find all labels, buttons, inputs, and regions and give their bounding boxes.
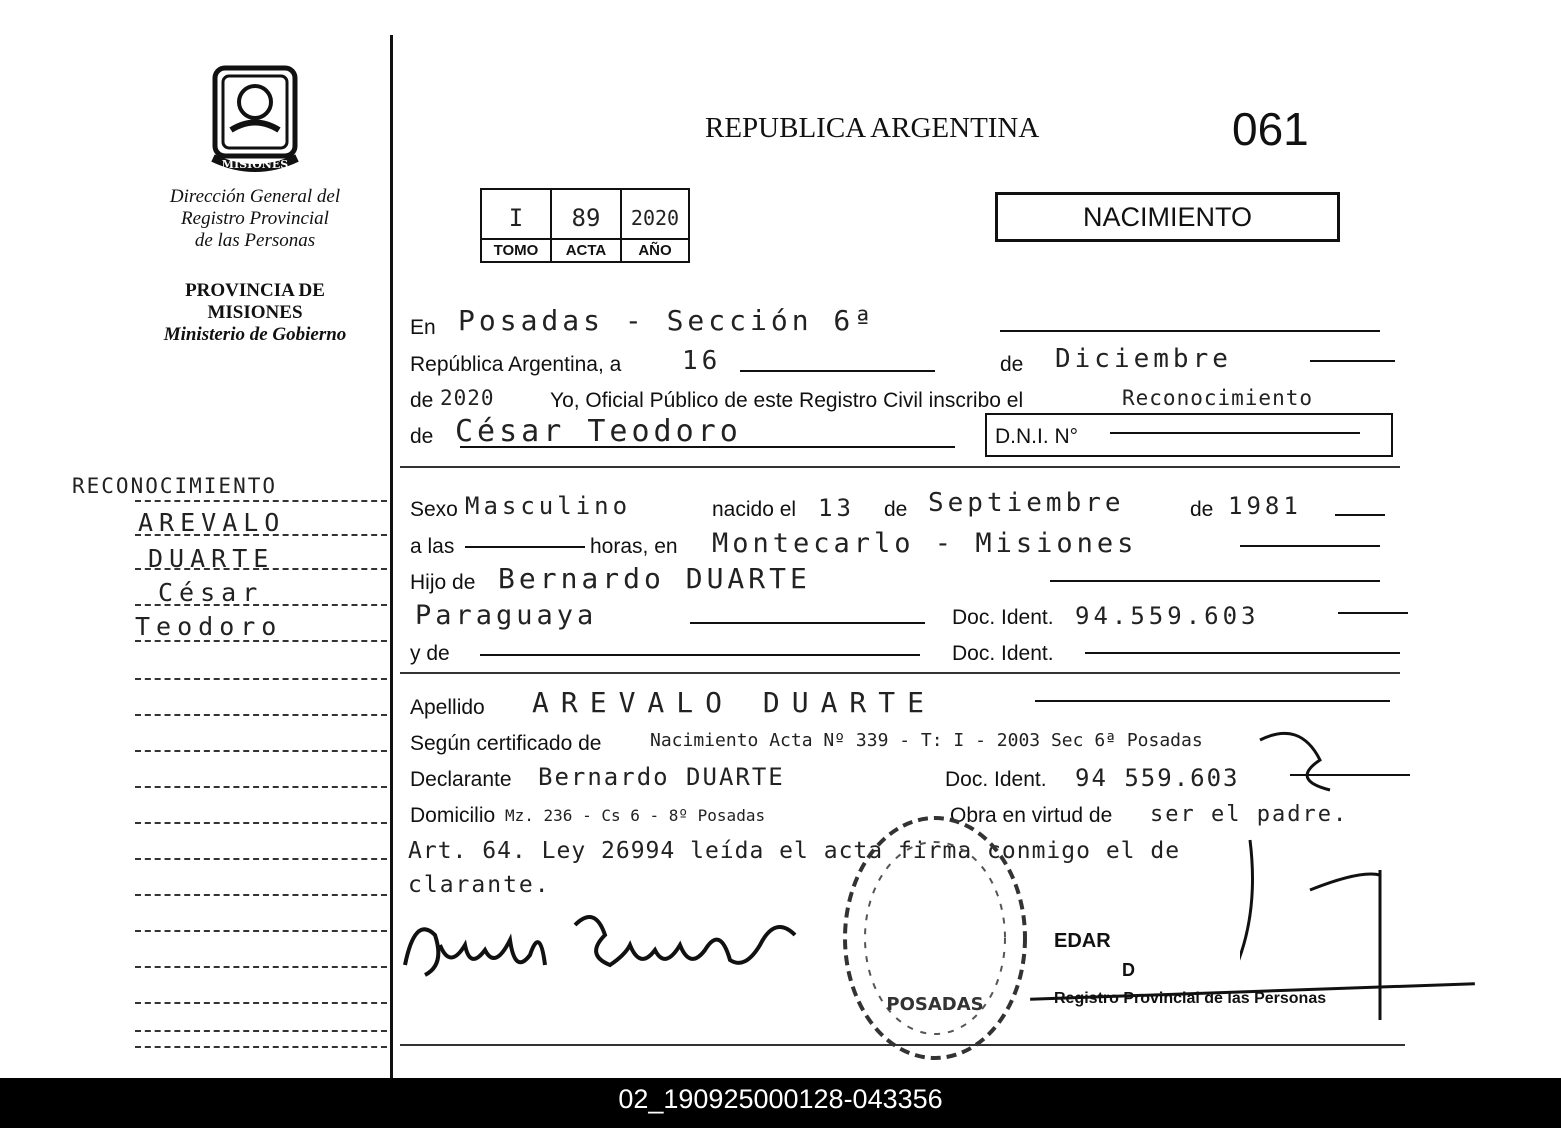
margin-line [135, 822, 387, 824]
tomo-label: TOMO [493, 242, 539, 259]
margin-note-line5: Teodoro [135, 612, 283, 641]
doc-type-box: NACIMIENTO [995, 192, 1340, 242]
doc-ident-label: Doc. Ident. [952, 606, 1054, 629]
fill-line [1110, 432, 1360, 434]
fill-line [460, 446, 955, 448]
nacido-label: nacido el [712, 498, 797, 521]
margin-line [135, 640, 387, 642]
coat-of-arms-icon [205, 60, 305, 175]
declarante-value: Bernardo DUARTE [538, 763, 785, 791]
margin-note-line1: RECONOCIMIENTO [72, 474, 278, 498]
section-rule [400, 672, 1400, 674]
birth-day: 13 [818, 494, 855, 522]
record-divider [482, 238, 688, 240]
margin-line [135, 534, 387, 536]
stamp-line2: D [1122, 960, 1135, 980]
stamp-line1: EDAR [1054, 930, 1111, 952]
footer-id: 02_190925000128-043356 [618, 1084, 943, 1114]
fill-line [690, 622, 925, 624]
sexo-label: Sexo [410, 498, 458, 521]
act-value: Reconocimiento [1122, 386, 1314, 410]
margin-line [135, 1030, 387, 1032]
de3-label: de [410, 425, 434, 448]
vertical-divider [390, 35, 393, 1080]
obra-value: ser el padre. [1150, 802, 1349, 827]
declarante-doc: 94 559.603 [1075, 764, 1240, 792]
dni-label: D.N.I. N° [995, 425, 1079, 448]
document-number: 061 [1232, 103, 1309, 155]
fill-line [1035, 700, 1390, 702]
fill-line [1310, 360, 1395, 362]
margin-line [135, 1046, 387, 1048]
segun-label: Según certificado de [410, 732, 602, 755]
republica-label: República Argentina, a [410, 353, 622, 376]
apellido-value: AREVALO DUARTE [532, 686, 937, 719]
father-name: Bernardo DUARTE [498, 562, 811, 595]
authority-line3: de las Personas [194, 230, 316, 251]
fill-line [465, 546, 585, 548]
remarks-line2: clarante. [408, 872, 551, 898]
father-nationality: Paraguaya [415, 600, 598, 631]
authority-block [130, 186, 380, 252]
margin-note-line4: César [158, 578, 264, 607]
hijo-label: Hijo de [410, 571, 476, 594]
margin-line [135, 750, 387, 752]
margin-line [135, 568, 387, 570]
de4-label: de [884, 498, 908, 521]
margin-note-line3: DUARTE [148, 544, 275, 573]
margin-line [135, 500, 387, 502]
father-doc: 94.559.603 [1075, 602, 1260, 630]
acta-label: ACTA [565, 242, 607, 259]
obra-label: Obra en virtud de [950, 804, 1113, 827]
province-block [130, 280, 380, 346]
doc-ident2-label: Doc. Ident. [952, 642, 1054, 665]
horas-label: horas, en [590, 535, 678, 558]
country-title: REPUBLICA ARGENTINA [705, 112, 1040, 144]
margin-line [135, 1002, 387, 1004]
margin-line [135, 858, 387, 860]
margin-note-line2: AREVALO [138, 508, 286, 537]
birth-place: Montecarlo - Misiones [712, 528, 1138, 559]
day-value: 16 [682, 346, 722, 376]
official-seal-icon [835, 800, 1035, 1065]
signature-icon [395, 895, 815, 990]
de5-label: de [1190, 498, 1214, 521]
name-value: César Teodoro [455, 414, 742, 449]
en-value: Posadas - Sección 6ª [458, 304, 876, 337]
stamp-line3: Registro Provincial de las Personas [1054, 990, 1327, 1007]
year-value: 2020 [440, 386, 495, 410]
svg-text:MISIONES: MISIONES [221, 158, 289, 171]
apellido-label: Apellido [410, 696, 485, 719]
birth-month: Septiembre [928, 488, 1125, 518]
registrar-text: Yo, Oficial Público de este Registro Civil inscribo el [550, 389, 1024, 412]
authority-line2: Registro Provincial [181, 208, 329, 229]
fill-line [1050, 580, 1380, 582]
certificate-value: Nacimiento Acta Nº 339 - T: I - 2003 Sec 6ª Posadas [650, 730, 1203, 751]
svg-text:POSADAS: POSADAS [886, 994, 984, 1015]
margin-line [135, 894, 387, 896]
fill-line [1338, 612, 1408, 614]
margin-line [135, 930, 387, 932]
margin-line [135, 966, 387, 968]
anio-label: AÑO [638, 242, 672, 259]
domicilio-value: Mz. 236 - Cs 6 - 8º Posadas [505, 806, 766, 825]
de2-label: de [410, 389, 434, 412]
ministry-line: Ministerio de Gobierno [163, 324, 347, 345]
margin-line [135, 714, 387, 716]
margin-line [135, 604, 387, 606]
fill-line [480, 654, 920, 656]
remarks-line1: Art. 64. Ley 26994 leída el acta firma conmigo el de [408, 838, 1181, 864]
margin-line [135, 786, 387, 788]
authority-line1: Dirección General del [169, 186, 341, 207]
tomo-value: I [508, 204, 524, 232]
domicilio-label: Domicilio [410, 804, 496, 827]
doc-ident3-label: Doc. Ident. [945, 768, 1047, 791]
fill-line [1335, 514, 1385, 516]
province-line2: MISIONES [207, 302, 303, 323]
alas-label: a las [410, 535, 455, 558]
bottom-rule [400, 1044, 1405, 1046]
record-box [480, 188, 690, 263]
anio-value: 2020 [630, 206, 680, 230]
birth-year: 1981 [1228, 492, 1302, 520]
section-rule [400, 466, 1400, 468]
yde-label: y de [410, 642, 450, 665]
sexo-value: Masculino [465, 492, 632, 520]
province-line1: PROVINCIA DE [185, 280, 325, 301]
acta-value: 89 [571, 204, 601, 232]
footer-bar [0, 1078, 1561, 1128]
en-label: En [410, 316, 436, 339]
margin-line [135, 678, 387, 680]
fill-line [1085, 652, 1400, 654]
fill-line [1240, 545, 1380, 547]
de-label: de [1000, 353, 1024, 376]
month-value: Diciembre [1055, 344, 1232, 374]
fill-line [1000, 330, 1380, 332]
fill-line [740, 370, 935, 372]
declarante-label: Declarante [410, 768, 512, 791]
